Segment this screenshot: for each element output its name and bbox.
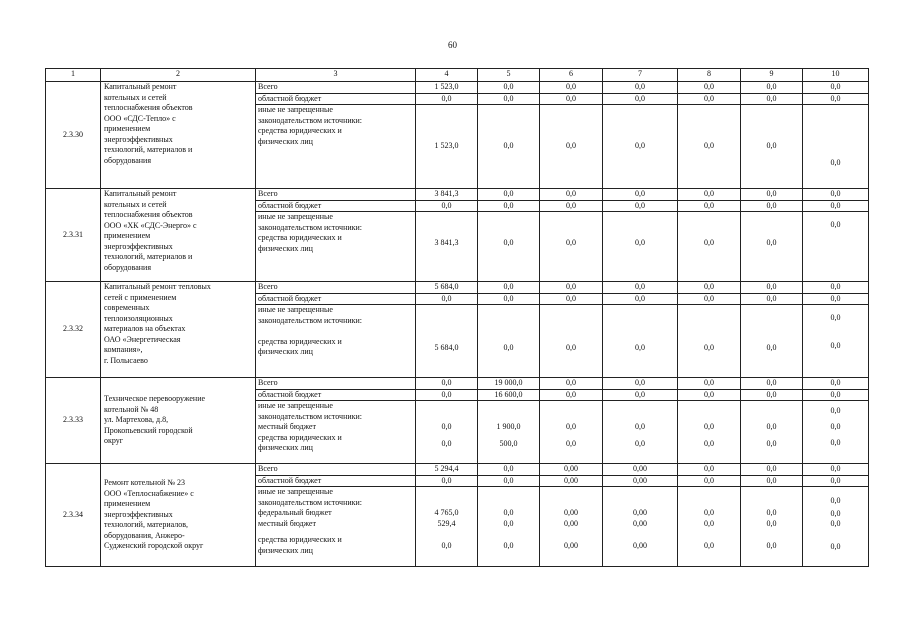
value-cell: 0,0 [603, 212, 678, 282]
desc-line: применением [104, 499, 151, 509]
value-cell: 0,0 [803, 93, 869, 105]
desc-line: ООО «ХК «СДС-Энерго» с [104, 220, 197, 230]
value-line: 0,0 [704, 508, 714, 517]
desc-line: технологий, материалов и [104, 252, 193, 261]
value-cell: 0,0 [678, 305, 741, 378]
value-cell: 0,0 [540, 189, 603, 201]
source-line: иные не запрещенные [258, 212, 333, 221]
value-cell: 0,0 [540, 389, 603, 401]
value-cell: 0,0 [803, 464, 869, 476]
value-cell: 0,0 [741, 212, 803, 282]
value-cell: 0,0 [478, 105, 540, 189]
value-cell [416, 487, 478, 567]
value-cell: 0,0 [741, 389, 803, 401]
source-label: областной бюджет [256, 475, 416, 487]
value-cell [540, 487, 603, 567]
value-cell: 0,0 [540, 93, 603, 105]
value-cell [478, 401, 540, 464]
value-cell: 0,0 [540, 105, 603, 189]
source-line: иные не запрещенные [258, 305, 333, 314]
value-cell: 0,0 [803, 189, 869, 201]
value-cell: 5 684,0 [416, 282, 478, 294]
value-cell: 1 523,0 [416, 105, 478, 189]
value-line: 0,0 [766, 541, 777, 550]
value-cell: 0,0 [603, 105, 678, 189]
value-cell: 0,00 [603, 475, 678, 487]
source-label: областной бюджет [256, 200, 416, 212]
value-line: 0,00 [564, 541, 578, 550]
source-line: законодательством источники: [258, 115, 363, 125]
value-cell: 3 841,3 [416, 189, 478, 201]
value-cell: 0,0 [540, 82, 603, 94]
source-line: местный бюджет [258, 422, 316, 431]
item-description [101, 464, 256, 567]
source-line: физических лиц [258, 443, 313, 452]
value-cell: 0,0 [678, 189, 741, 201]
item-code: 2.3.32 [46, 282, 101, 378]
value-line: 0,0 [830, 496, 841, 505]
value-cell: 0,0 [803, 105, 869, 189]
table-row [46, 82, 869, 94]
source-line: законодательством источники: [258, 315, 363, 325]
value-cell: 0,0 [678, 464, 741, 476]
value-line: 0,0 [830, 406, 841, 415]
value-cell: 0,0 [603, 389, 678, 401]
value-line: 0,0 [830, 519, 841, 528]
value-line: 0,00 [633, 508, 647, 517]
desc-line: оборудования, Анжеро- [104, 530, 185, 540]
source-line: средства юридических и [258, 432, 342, 442]
desc-line: Капитальный ремонт тепловых [104, 282, 211, 291]
value-cell: 0,0 [540, 282, 603, 294]
value-cell [478, 487, 540, 567]
value-cell: 0,0 [540, 305, 603, 378]
value-line: 0,0 [830, 421, 841, 431]
header-cell: 4 [416, 69, 478, 82]
value-cell: 0,0 [416, 389, 478, 401]
source-line: физических лиц [258, 545, 313, 555]
value-line: 0,0 [830, 340, 841, 350]
value-cell: 0,0 [478, 200, 540, 212]
value-cell: 0,0 [741, 464, 803, 476]
value-line: 0,0 [635, 422, 645, 431]
desc-line: теплоснабжения объектов [104, 210, 193, 219]
source-line: федеральный бюджет [258, 508, 332, 517]
desc-line: теплоизоляционных [104, 313, 173, 323]
source-label [256, 105, 416, 189]
source-label [256, 401, 416, 464]
value-cell: 0,0 [416, 200, 478, 212]
desc-line: округ [104, 436, 124, 446]
value-cell: 5 294,4 [416, 464, 478, 476]
header-cell: 5 [478, 69, 540, 82]
value-cell: 0,00 [603, 464, 678, 476]
value-cell: 0,0 [678, 475, 741, 487]
desc-line: ул. Мартехова, д.8, [104, 415, 169, 425]
item-description [101, 282, 256, 378]
value-line: 0,0 [830, 438, 841, 447]
value-cell: 0,0 [603, 200, 678, 212]
item-description [101, 82, 256, 189]
header-cell: 10 [803, 69, 869, 82]
source-line: законодательством источники: [258, 222, 363, 232]
value-cell: 1 523,0 [416, 82, 478, 94]
value-cell: 0,0 [478, 475, 540, 487]
desc-line: ОАО «Энергетическая [104, 334, 181, 344]
value-line: 0,0 [766, 508, 777, 517]
source-line: средства юридических и [258, 336, 342, 346]
value-cell: 0,0 [478, 293, 540, 305]
source-label: Всего [256, 282, 416, 294]
desc-line: Капитальный ремонт [104, 189, 177, 198]
budget-table [45, 68, 869, 567]
value-cell: 5 684,0 [416, 305, 478, 378]
desc-line: энергоэффективных [104, 134, 173, 144]
value-cell [803, 305, 869, 378]
value-cell: 19 000,0 [478, 378, 540, 390]
value-cell: 0,0 [741, 82, 803, 94]
value-cell: 0,0 [741, 105, 803, 189]
value-line: 0,0 [503, 541, 514, 550]
value-cell: 0,0 [741, 378, 803, 390]
header-cell: 1 [46, 69, 101, 82]
header-cell: 6 [540, 69, 603, 82]
source-line: физических лиц [258, 243, 313, 253]
value-line: 0,0 [635, 438, 645, 448]
source-line: законодательством источники: [258, 411, 363, 421]
value-cell: 0,0 [741, 189, 803, 201]
source-line: средства юридических и [258, 535, 342, 544]
value-line: 0,0 [503, 508, 514, 517]
desc-line: г. Полысаево [104, 355, 148, 365]
desc-line: Прокопьевский городской [104, 425, 193, 435]
desc-line: теплоснабжения объектов [104, 103, 193, 112]
value-cell: 0,00 [540, 464, 603, 476]
item-description [101, 189, 256, 282]
desc-line: технологий, материалов и [104, 145, 193, 154]
value-cell [678, 401, 741, 464]
value-cell: 0,0 [803, 200, 869, 212]
value-line: 0,00 [633, 541, 647, 550]
value-cell: 0,0 [478, 212, 540, 282]
value-cell: 0,0 [416, 475, 478, 487]
source-line: местный бюджет [258, 518, 316, 528]
source-label [256, 487, 416, 567]
value-line: 0,0 [766, 422, 777, 431]
header-cell: 8 [678, 69, 741, 82]
value-cell: 0,0 [416, 93, 478, 105]
desc-line: энергоэффективных [104, 241, 173, 251]
value-cell: 0,0 [416, 293, 478, 305]
value-cell: 0,0 [803, 378, 869, 390]
item-code: 2.3.34 [46, 464, 101, 567]
value-cell: 0,0 [678, 212, 741, 282]
value-cell: 0,0 [741, 93, 803, 105]
page-number: 60 [448, 40, 457, 50]
value-cell: 0,0 [603, 189, 678, 201]
source-line: средства юридических и [258, 126, 342, 135]
value-cell: 0,0 [803, 389, 869, 401]
header-cell: 9 [741, 69, 803, 82]
value-cell: 0,0 [741, 305, 803, 378]
source-label: Всего [256, 82, 416, 94]
source-label [256, 212, 416, 282]
desc-line: оборудования [104, 155, 151, 165]
value-line: 0,0 [830, 541, 841, 551]
value-line: 1 900,0 [496, 422, 521, 431]
desc-line: Капитальный ремонт [104, 82, 177, 91]
source-label: областной бюджет [256, 293, 416, 305]
desc-line: материалов на объектах [104, 324, 186, 333]
source-label: областной бюджет [256, 93, 416, 105]
value-cell [540, 401, 603, 464]
value-line: 0,00 [564, 508, 578, 517]
value-cell: 0,0 [741, 475, 803, 487]
table-row [46, 189, 869, 201]
source-label: Всего [256, 189, 416, 201]
value-cell: 0,0 [603, 93, 678, 105]
value-cell: 0,0 [478, 305, 540, 378]
value-cell: 0,0 [416, 378, 478, 390]
desc-line: оборудования [104, 262, 151, 272]
value-cell [603, 401, 678, 464]
desc-line: применением [104, 124, 151, 133]
value-cell [803, 401, 869, 464]
value-cell: 0,0 [603, 282, 678, 294]
value-line: 0,0 [566, 422, 576, 431]
item-code: 2.3.30 [46, 82, 101, 189]
value-cell: 0,0 [803, 475, 869, 487]
desc-line: энергоэффективных [104, 509, 173, 519]
value-cell: 0,00 [540, 475, 603, 487]
header-cell: 3 [256, 69, 416, 82]
value-cell: 0,0 [678, 282, 741, 294]
source-label: Всего [256, 464, 416, 476]
value-cell: 0,0 [741, 200, 803, 212]
table-row [46, 378, 869, 390]
value-line: 0,0 [566, 438, 576, 448]
desc-line: котельной № 48 [104, 404, 159, 414]
value-cell: 0,0 [603, 378, 678, 390]
value-cell: 0,0 [540, 200, 603, 212]
value-cell: 0,0 [478, 189, 540, 201]
value-line: 0,0 [503, 518, 514, 528]
value-line: 0,0 [704, 518, 714, 528]
value-line: 0,00 [633, 518, 647, 528]
source-label: областной бюджет [256, 389, 416, 401]
header-cell: 7 [603, 69, 678, 82]
desc-line: применением [104, 231, 151, 240]
value-line: 0,0 [830, 508, 841, 518]
value-line: 0,0 [704, 422, 714, 431]
desc-line: котельных и сетей [104, 92, 167, 102]
value-cell: 0,0 [678, 378, 741, 390]
header-cell: 2 [101, 69, 256, 82]
value-line: 529,4 [437, 518, 456, 528]
value-line: 0,0 [704, 438, 714, 448]
value-line: 500,0 [499, 438, 518, 448]
value-line: 0,0 [704, 541, 714, 550]
value-line: 0,0 [441, 422, 452, 431]
desc-line: Ремонт котельной № 23 [104, 478, 185, 488]
source-line: физических лиц [258, 347, 313, 356]
value-cell: 0,0 [803, 82, 869, 94]
value-cell: 0,0 [803, 282, 869, 294]
value-cell: 16 600,0 [478, 389, 540, 401]
value-cell: 0,0 [478, 82, 540, 94]
value-cell: 0,0 [678, 293, 741, 305]
value-line: 0,0 [766, 438, 777, 448]
desc-line: компания», [104, 345, 143, 354]
value-cell: 0,0 [803, 212, 869, 282]
value-cell: 0,0 [803, 293, 869, 305]
value-cell [803, 487, 869, 567]
source-label: Всего [256, 378, 416, 390]
value-line: 0,00 [564, 518, 578, 528]
value-cell [678, 487, 741, 567]
value-cell: 0,0 [478, 93, 540, 105]
desc-line: ООО «СДС-Тепло» с [104, 113, 176, 123]
value-cell: 0,0 [678, 93, 741, 105]
value-cell: 3 841,3 [416, 212, 478, 282]
value-line: 0,0 [766, 518, 777, 528]
value-cell: 0,0 [540, 378, 603, 390]
table-row [46, 282, 869, 294]
source-line: иные не запрещенные [258, 401, 333, 410]
value-cell [603, 487, 678, 567]
value-cell: 0,0 [678, 200, 741, 212]
source-line: законодательством источники: [258, 497, 363, 507]
desc-line: Техническое перевооружение [104, 394, 206, 404]
desc-line: технологий, материалов, [104, 520, 189, 530]
value-cell: 0,0 [478, 282, 540, 294]
value-cell [741, 487, 803, 567]
source-line: физических лиц [258, 136, 313, 146]
value-line: 0,0 [441, 541, 452, 550]
value-cell: 0,0 [678, 82, 741, 94]
value-cell: 0,0 [603, 305, 678, 378]
value-cell: 0,0 [603, 82, 678, 94]
value-cell: 0,0 [603, 293, 678, 305]
item-code: 2.3.33 [46, 378, 101, 464]
desc-line: котельных и сетей [104, 199, 167, 209]
value-cell: 0,0 [540, 293, 603, 305]
value-cell: 0,0 [678, 105, 741, 189]
value-cell: 0,0 [741, 282, 803, 294]
desc-line: ООО «Теплоснабжение» с [104, 488, 194, 498]
header-row [46, 69, 869, 82]
desc-line: современных [104, 303, 150, 312]
item-code: 2.3.31 [46, 189, 101, 282]
value-cell [416, 401, 478, 464]
value-cell [741, 401, 803, 464]
source-line: средства юридических и [258, 233, 342, 242]
value-line: 4 765,0 [434, 508, 459, 517]
value-cell: 0,0 [741, 293, 803, 305]
source-line: иные не запрещенные [258, 105, 333, 114]
desc-line: сетей с применением [104, 292, 177, 302]
value-line: 0,0 [441, 438, 452, 448]
source-line: иные не запрещенные [258, 487, 333, 496]
value-line: 0,0 [830, 313, 841, 322]
value-cell: 0,0 [478, 464, 540, 476]
table-row [46, 464, 869, 476]
value-cell: 0,0 [540, 212, 603, 282]
desc-line: Судженский городской округ [104, 541, 204, 551]
item-description [101, 378, 256, 464]
source-label [256, 305, 416, 378]
value-cell: 0,0 [678, 389, 741, 401]
